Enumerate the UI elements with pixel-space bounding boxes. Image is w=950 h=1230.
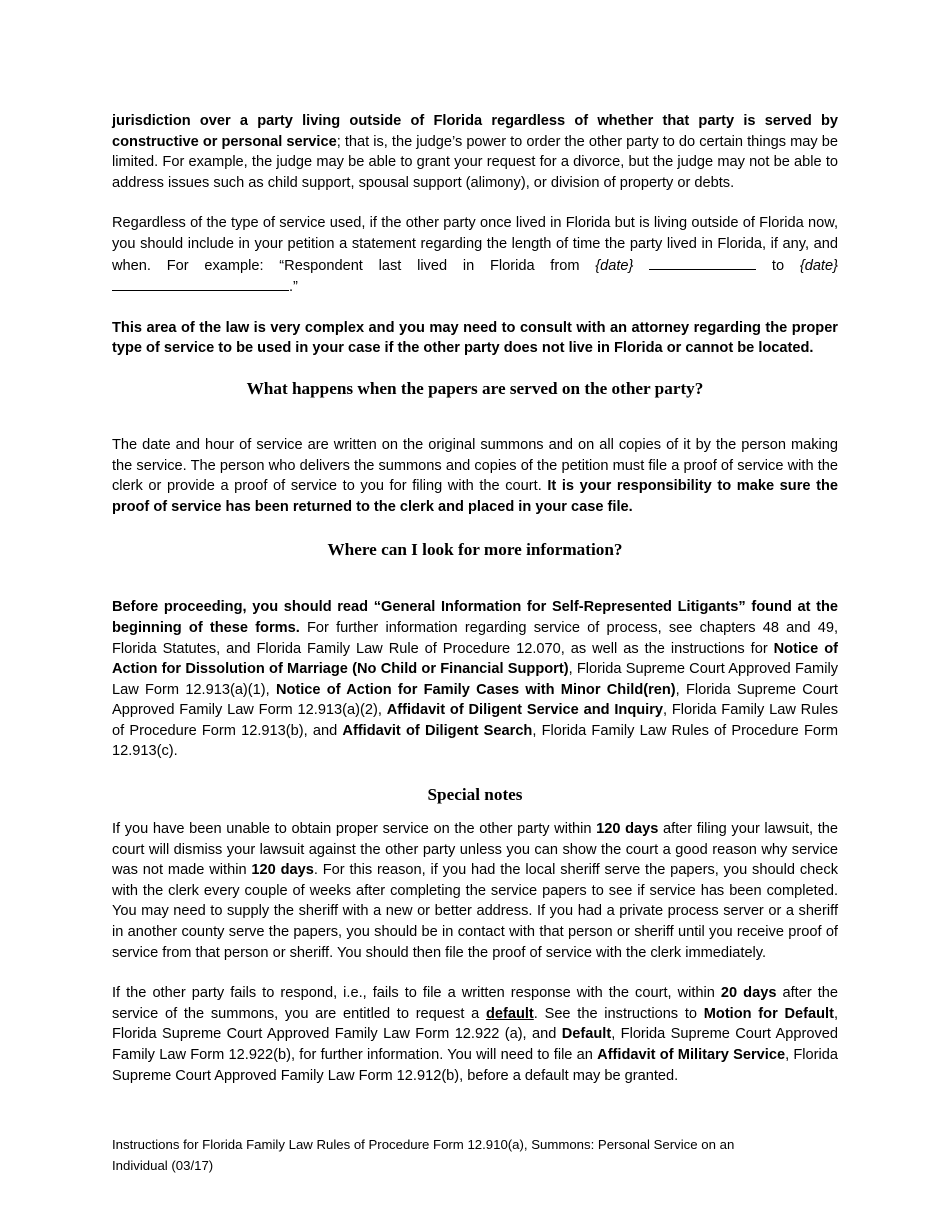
bold-text: 120 days — [596, 821, 659, 838]
bold-text: It is your responsibility to make sure the proof of service has been returned to the clerk and placed in your case file. — [112, 478, 838, 515]
bold-text: This area of the law is very complex and you may need to consult with an attorney regarding the proper type of service to be used in your case if the other party does not live in Florida or cannot be located. — [112, 319, 838, 357]
body-text: Regardless of the type of service used, if the other party once lived in Florida but is living outside of Florida now, you should include in your petition a statement regarding the length of time the party lived in Florida, if any, and when. For example: “Respondent last lived in Florida from — [112, 215, 838, 274]
paragraph-jurisdiction — [112, 111, 838, 193]
bold-text: 20 days — [720, 985, 777, 1002]
bold-text: Motion for Default — [703, 1005, 834, 1022]
body-text: , Florida Supreme Court Approved Family Law Form 12.913(a)(1), — [112, 661, 838, 698]
default-term: default — [485, 1005, 534, 1022]
section-heading-more-information: Where can I look for more information? — [327, 540, 623, 560]
footer-line: Individual (03/17) — [112, 1157, 214, 1173]
body-text: The date and hour of service are written on the original summons and on all copies of it by the person making the service. The person who delivers the summons and copies of the petition must file a proof of service with the clerk or provide a proof of service to you for filing with the court. — [112, 436, 838, 495]
date-placeholder: {date} — [595, 257, 634, 274]
section-heading-special-notes: Special notes — [427, 785, 523, 805]
body-text: .” — [289, 279, 298, 296]
body-text: . See the instructions to — [533, 1005, 704, 1022]
paragraph-120-days — [112, 819, 838, 963]
paragraph-more-information — [112, 597, 838, 762]
body-text: ; that is, the judge’s power to order the other party to do certain things may be limited. For example, the judge may be able to grant your request for a divorce, but the judge may not be able to address issues such as child support, spousal support (alimony), or division of property or debts. — [112, 133, 838, 191]
bold-text: Default — [561, 1026, 612, 1043]
date-blank-2[interactable] — [112, 276, 289, 291]
body-text: , Florida Supreme Court Approved Family Law Form 12.912(b), before a default may be granted. — [112, 1047, 838, 1084]
body-text: , Florida Family Law Rules of Procedure Form 12.913(c). — [112, 722, 839, 760]
body-text: after filing your lawsuit, the court will dismiss your lawsuit against the other party unless you can show the court a good reason why service was not made within — [112, 821, 838, 879]
paragraph-complex-law-warning — [112, 318, 838, 359]
footer-line: Instructions for Florida Family Law Rules of Procedure Form 12.910(a), Summons: Personal Service on an — [112, 1137, 735, 1152]
date-blank-1[interactable] — [649, 255, 756, 270]
body-text: , Florida Supreme Court Approved Family Law Form 12.913(a)(2), — [112, 681, 838, 719]
body-text: . For this reason, if you had the local sheriff serve the papers, you should check with the clerk every couple of weeks after completing the service papers to see if service has been completed. You may need to supply the sheriff with a new or better address. If you had a private process server or a sheriff in another county serve the papers, you should be in contact with that person or sheriff until you receive proof of service from that person or sheriff. You should then file the proof of service with the clerk immediately. — [112, 862, 838, 961]
paragraph-proof-of-service — [112, 435, 838, 517]
bold-text: 120 days — [251, 862, 314, 879]
body-text: to — [771, 257, 785, 274]
bold-text: jurisdiction over a party living outside of Florida regardless of whether that party is served by constructive or personal service — [112, 113, 838, 150]
page-content — [112, 111, 838, 1086]
paragraph-default — [112, 983, 838, 1086]
page-footer — [112, 1135, 812, 1176]
bold-text: Affidavit of Diligent Search — [342, 722, 533, 739]
body-text: , Florida Supreme Court Approved Family Law Form 12.922(b), for further information. You will need to file an — [112, 1026, 839, 1063]
body-text: , Florida Family Law Rules of Procedure Form 12.913(b), and — [112, 702, 838, 739]
body-text: If the other party fails to respond, i.e., fails to file a written response with the court, within — [112, 985, 721, 1002]
body-text: after the service of the summons, you are entitled to request a — [112, 985, 838, 1022]
body-text: For further information regarding service of process, see chapters 48 and 49, Florida Statutes, and Florida Family Law Rule of Procedure 12.070, as well as the instructions for — [112, 619, 839, 657]
section-heading-papers-served: What happens when the papers are served on the other party? — [246, 378, 704, 398]
bold-text: Affidavit of Diligent Service and Inquiry — [386, 702, 663, 719]
body-text: If you have been unable to obtain proper service on the other party within — [112, 821, 597, 838]
bold-text: Notice of Action for Family Cases with Minor Child(ren) — [275, 681, 676, 698]
body-text: , Florida Supreme Court Approved Family Law Form 12.922 (a), and — [112, 1005, 839, 1043]
bold-text: Affidavit of Military Service — [597, 1047, 786, 1063]
bold-text: Notice of Action for Dissolution of Marriage (No Child or Financial Support) — [112, 640, 838, 678]
paragraph-residence-statement — [112, 213, 838, 297]
date-placeholder: {date} — [799, 257, 838, 274]
bold-text: Before proceeding, you should read “General Information for Self-Represented Litigants” found at the beginning of these forms. — [112, 599, 838, 636]
